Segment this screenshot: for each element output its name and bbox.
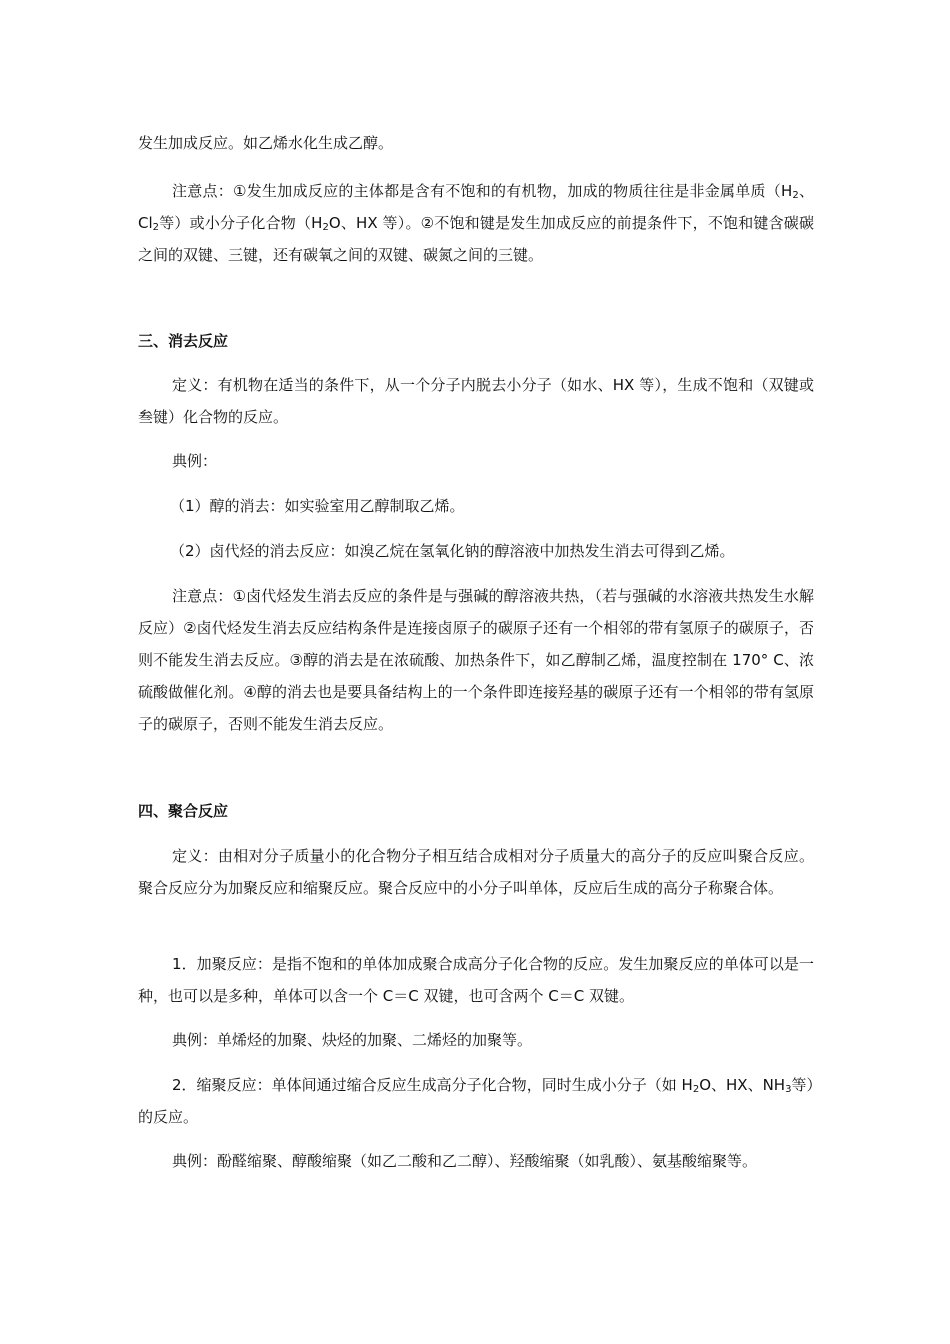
subscript: 2 xyxy=(322,222,329,233)
paragraph-example-2: （2）卤代烃的消去反应：如溴乙烷在氢氧化钠的醇溶液中加热发生消去可得到乙烯。 xyxy=(170,542,735,560)
subscript: 2 xyxy=(792,190,799,201)
text-run: 等）的反应。 xyxy=(138,1076,814,1126)
section-heading-elimination: 三、消去反应 xyxy=(138,332,229,350)
section-heading-polymerization: 四、聚合反应 xyxy=(138,802,229,820)
paragraph-example-1: （1）醇的消去：如实验室用乙醇制取乙烯。 xyxy=(170,497,465,515)
paragraph-elimination-definition: 定义：有机物在适当的条件下，从一个分子内脱去小分子（如水、HX 等），生成不饱和（双键或叁键）化合物的反应。 xyxy=(138,376,814,426)
paragraph-elimination-notes: 注意点：①卤代烃发生消去反应的条件是与强碱的醇溶液共热，（若与强碱的水溶液共热发生水解反应）②卤代烃发生消去反应结构条件是连接卤原子的碳原子还有一个相邻的带有氢原子的碳原子，否则不能发生消去反应。③醇的消去是在浓硫酸、加热条件下，如乙醇制乙烯，温度控制在 170° C、浓硫酸做催化剂。④醇的消去也是要具备结构上的一个条件即连接羟基的碳原子还有一个相邻的带有氢原子的碳原子，否则不能发生消去反应。 xyxy=(138,587,814,733)
paragraph-polymerization-definition: 定义：由相对分子质量小的化合物分子相互结合成相对分子质量大的高分子的反应叫聚合反应。聚合反应分为加聚反应和缩聚反应。聚合反应中的小分子叫单体，反应后生成的高分子称聚合体。 xyxy=(138,847,814,897)
text-run: 2．缩聚反应：单体间通过缩合反应生成高分子化合物，同时生成小分子（如 H xyxy=(172,1076,693,1094)
paragraph-condensation-example: 典例：酚醛缩聚、醇酸缩聚（如乙二酸和乙二醇）、羟酸缩聚（如乳酸）、氨基酸缩聚等。 xyxy=(172,1152,758,1170)
subscript: 2 xyxy=(152,222,160,233)
paragraph-condensation-polymerization xyxy=(138,1069,814,1133)
paragraph-continuation: 发生加成反应。如乙烯水化生成乙醇。 xyxy=(138,134,394,152)
text-run: 、Cl xyxy=(138,182,814,232)
text-run: O、HX、NH xyxy=(699,1076,786,1094)
paragraph-example-label: 典例： xyxy=(172,452,218,470)
text-run: O、HX 等）。②不饱和键是发生加成反应的前提条件下，不饱和键含碳碳之间的双键、三键，还有碳氧之间的双键、碳氮之间的三键。 xyxy=(138,214,814,264)
paragraph-addition-example: 典例：单烯烃的加聚、炔烃的加聚、二烯烃的加聚等。 xyxy=(172,1031,533,1049)
subscript: 2 xyxy=(692,1084,700,1095)
subscript: 3 xyxy=(785,1084,792,1095)
text-run: 等）或小分子化合物（H xyxy=(159,214,323,232)
paragraph-addition-notes xyxy=(138,175,814,271)
text-run: 注意点：①发生加成反应的主体都是含有不饱和的有机物，加成的物质往往是非金属单质（H xyxy=(172,182,793,200)
paragraph-addition-polymerization: 1．加聚反应：是指不饱和的单体加成聚合成高分子化合物的反应。发生加聚反应的单体可以是一种，也可以是多种，单体可以含一个 C＝C 双键，也可含两个 C＝C 双键。 xyxy=(138,955,814,1005)
